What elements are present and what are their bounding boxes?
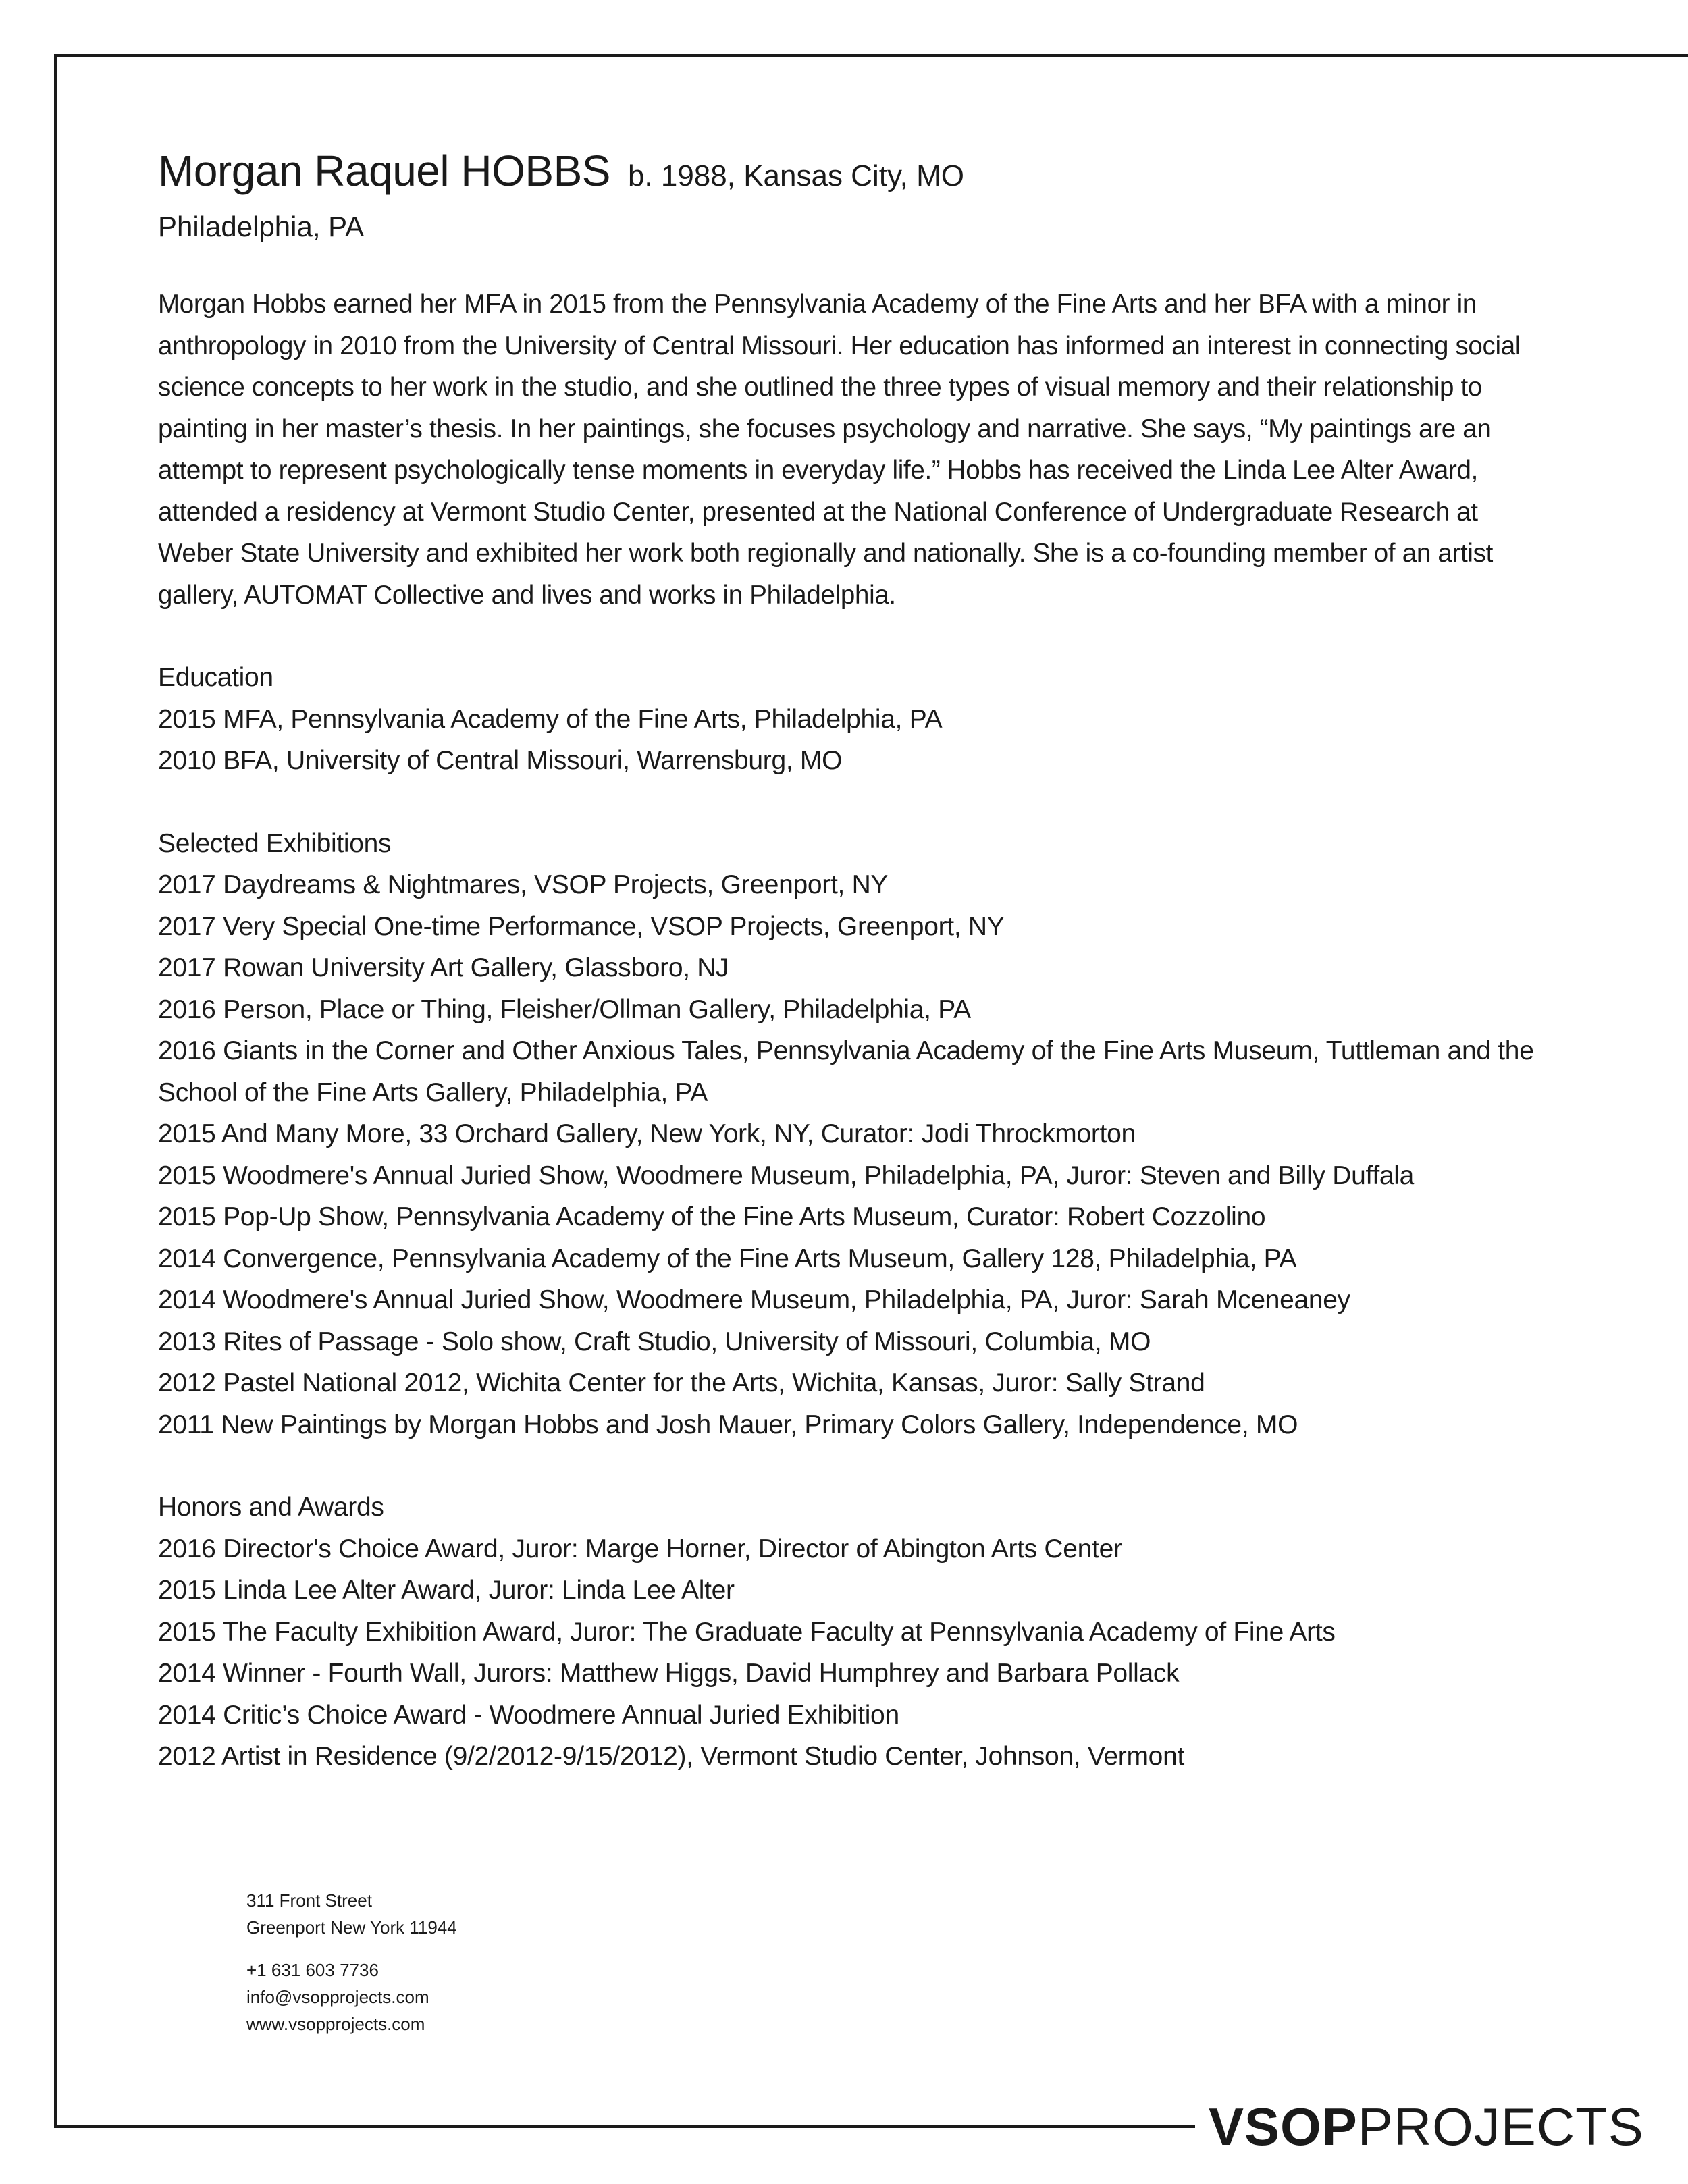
education-section <box>158 657 1542 782</box>
list-item: 2017 Daydreams & Nightmares, VSOP Projects, Greenport, NY <box>158 870 889 899</box>
biography-text: Morgan Hobbs earned her MFA in 2015 from the Pennsylvania Academy of the Fine Arts and her BFA with a minor in anthropology in 2010 from the University of Central Missouri. Her education has informed an interest in connecting social science concepts to her work in the studio, and she outlined the three types of visual memory and their relationship to painting in her master’s thesis. In her paintings, she focuses psychology and narrative. She says, “My paintings are an attempt to represent psychologically tense moments in everyday life.” Hobbs has received the Linda Lee Alter Award, attended a residency at Vermont Studio Center, presented at the National Conference of Undergraduate Research at Weber State University and exhibited her work both regionally and nationally. She is a co-founding member of an artist gallery, AUTOMAT Collective and lives and works in Philadelphia. <box>158 290 1521 610</box>
honors-section <box>158 1487 1542 1778</box>
list-item: 2013 Rites of Passage - Solo show, Craft Studio, University of Missouri, Columbia, MO <box>158 1327 1151 1356</box>
list-item: 2012 Pastel National 2012, Wichita Center for the Arts, Wichita, Kansas, Juror: Sally Strand <box>158 1368 1205 1397</box>
list-item: 2016 Giants in the Corner and Other Anxious Tales, Pennsylvania Academy of the Fine Arts Museum, Tuttleman and the School of the Fine Arts Gallery, Philadelphia, PA <box>158 1036 1534 1107</box>
list-item: 2014 Critic’s Choice Award - Woodmere Annual Juried Exhibition <box>158 1700 899 1730</box>
logo-bold-part: VSOP <box>1209 2097 1358 2156</box>
honors-list <box>158 1528 1542 1778</box>
contact-website: www.vsopprojects.com <box>246 2014 425 2034</box>
frame-bottom-rule <box>54 2125 1195 2128</box>
list-item: 2015 MFA, Pennsylvania Academy of the Fine Arts, Philadelphia, PA <box>158 704 943 734</box>
education-heading: Education <box>158 663 273 692</box>
list-item: 2014 Convergence, Pennsylvania Academy of the Fine Arts Museum, Gallery 128, Philadelphia, PA <box>158 1244 1297 1273</box>
birth-info: b. 1988, Kansas City, MO <box>627 159 965 192</box>
residence-city: Philadelphia, PA <box>158 211 365 242</box>
exhibitions-list <box>158 864 1542 1445</box>
list-item: 2015 Woodmere's Annual Juried Show, Woodmere Museum, Philadelphia, PA, Juror: Steven and Billy Duffala <box>158 1161 1415 1190</box>
list-item: 2015 Linda Lee Alter Award, Juror: Linda Lee Alter <box>158 1576 735 1605</box>
list-item: 2017 Very Special One-time Performance, VSOP Projects, Greenport, NY <box>158 911 1005 941</box>
contact-phone: +1 631 603 7736 <box>246 1960 379 1980</box>
list-item: 2017 Rowan University Art Gallery, Glassboro, NJ <box>158 953 729 982</box>
contact-spacer <box>246 1941 457 1956</box>
contact-street: 311 Front Street <box>246 1890 372 1911</box>
education-list <box>158 699 1542 782</box>
honors-heading: Honors and Awards <box>158 1493 384 1522</box>
list-item: 2010 BFA, University of Central Missouri, Warrensburg, MO <box>158 746 843 775</box>
frame-top-rule <box>54 54 1688 57</box>
cv-content <box>158 140 1542 1778</box>
list-item: 2016 Person, Place or Thing, Fleisher/Ollman Gallery, Philadelphia, PA <box>158 994 971 1024</box>
biography <box>158 284 1542 616</box>
list-item: 2014 Winner - Fourth Wall, Jurors: Matthew Higgs, David Humphrey and Barbara Pollack <box>158 1659 1180 1688</box>
logo-regular-part: PROJECTS <box>1357 2097 1644 2156</box>
list-item: 2015 And Many More, 33 Orchard Gallery, New York, NY, Curator: Jodi Throckmorton <box>158 1119 1136 1148</box>
contact-block <box>246 1887 457 2037</box>
artist-name: Morgan Raquel HOBBS <box>158 147 610 195</box>
list-item: 2016 Director's Choice Award, Juror: Marge Horner, Director of Abington Arts Center <box>158 1534 1122 1564</box>
list-item: 2015 The Faculty Exhibition Award, Juror: The Graduate Faculty at Pennsylvania Academy of Fine Arts <box>158 1617 1336 1647</box>
list-item: 2012 Artist in Residence (9/2/2012-9/15/2012), Vermont Studio Center, Johnson, Vermont <box>158 1742 1184 1771</box>
list-item: 2011 New Paintings by Morgan Hobbs and Josh Mauer, Primary Colors Gallery, Independence, MO <box>158 1410 1298 1439</box>
frame-left-rule <box>54 54 57 2128</box>
vsop-projects-logo <box>1209 2096 1644 2157</box>
exhibitions-heading: Selected Exhibitions <box>158 828 392 858</box>
list-item: 2015 Pop-Up Show, Pennsylvania Academy of the Fine Arts Museum, Curator: Robert Cozzolino <box>158 1202 1266 1231</box>
exhibitions-section <box>158 823 1542 1446</box>
contact-email: info@vsopprojects.com <box>246 1987 429 2007</box>
contact-city: Greenport New York 11944 <box>246 1917 457 1938</box>
name-line <box>158 140 1542 207</box>
list-item: 2014 Woodmere's Annual Juried Show, Woodmere Museum, Philadelphia, PA, Juror: Sarah Mceneaney <box>158 1285 1350 1314</box>
